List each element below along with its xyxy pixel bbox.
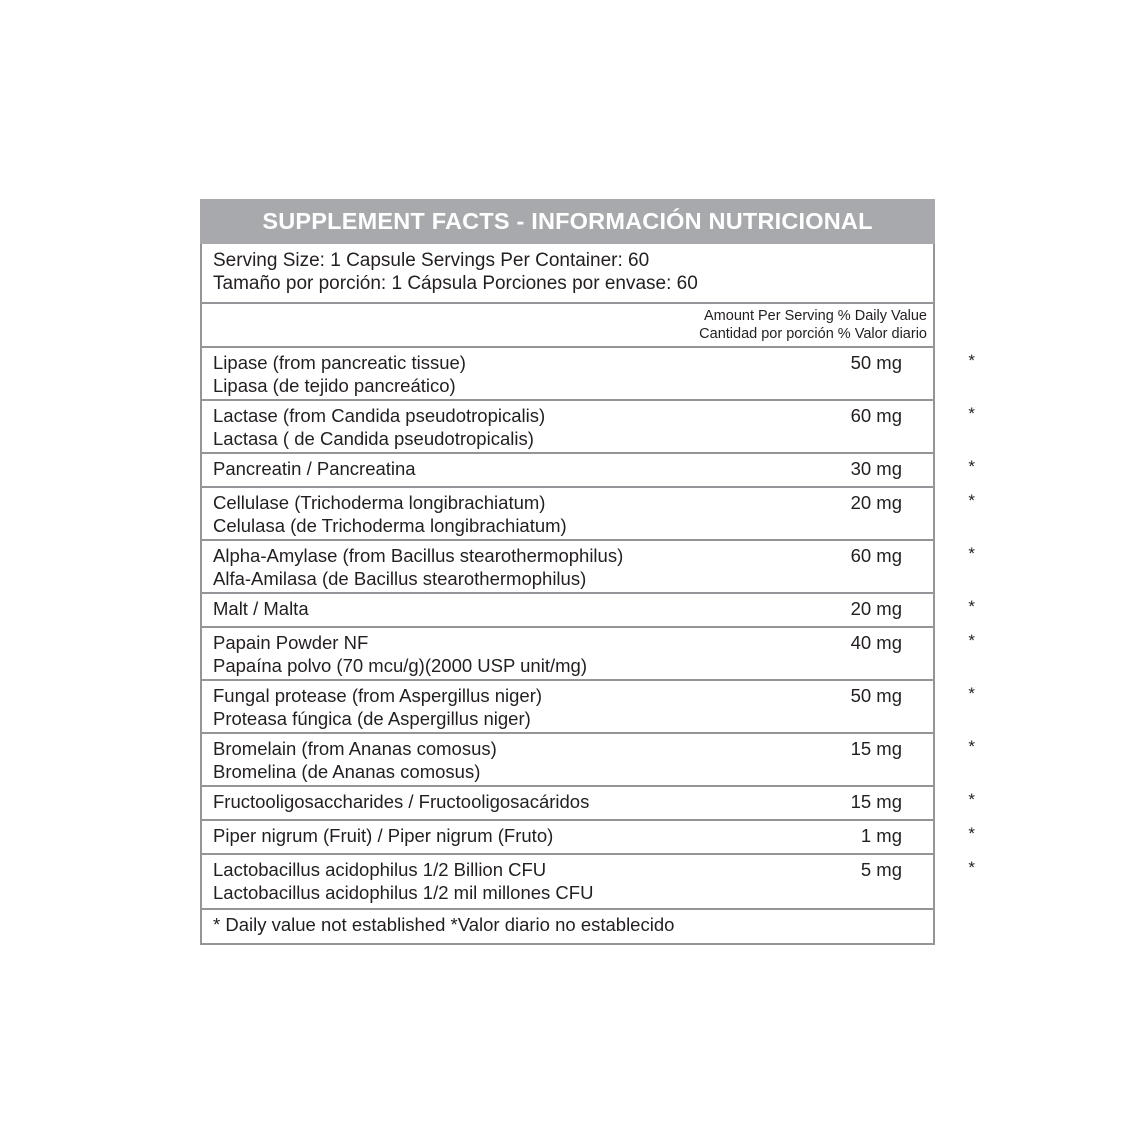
ingredient-row	[202, 348, 975, 401]
ingredient-name-english: Fungal protease (from Aspergillus niger)	[213, 684, 543, 706]
ingredient-name-spanish: Alfa-Amilasa (de Bacillus stearothermophilus)	[213, 567, 587, 589]
ingredient-row	[202, 787, 975, 821]
ingredient-name-english: Fructooligosaccharides / Fructooligosacáridos	[213, 790, 590, 812]
ingredient-name-english: Papain Powder NF	[213, 631, 369, 653]
ingredient-row	[202, 401, 975, 454]
ingredient-table	[200, 348, 975, 910]
ingredient-amount: 50 mg	[850, 684, 902, 706]
ingredient-row	[202, 681, 975, 734]
column-header-spanish: Cantidad por porción % Valor diario	[699, 325, 927, 342]
ingredient-name-english: Malt / Malta	[213, 597, 309, 619]
ingredient-name-english: Cellulase (Trichoderma longibrachiatum)	[213, 491, 546, 513]
ingredient-amount: 40 mg	[850, 631, 902, 653]
ingredient-row	[202, 454, 975, 488]
ingredient-daily-value: *	[968, 857, 975, 877]
ingredient-row	[202, 541, 975, 594]
ingredient-name-spanish: Lipasa (de tejido pancreático)	[213, 374, 456, 396]
ingredient-row	[202, 821, 975, 855]
ingredient-daily-value: *	[968, 456, 975, 476]
ingredient-daily-value: *	[968, 596, 975, 616]
ingredient-amount: 15 mg	[850, 790, 902, 812]
ingredient-amount: 20 mg	[850, 491, 902, 513]
ingredient-amount: 60 mg	[850, 404, 902, 426]
ingredient-name-english: Lipase (from pancreatic tissue)	[213, 351, 466, 373]
ingredient-amount: 30 mg	[850, 457, 902, 479]
column-header-english: Amount Per Serving % Daily Value	[704, 307, 927, 324]
ingredient-name-spanish: Celulasa (de Trichoderma longibrachiatum)	[213, 514, 567, 536]
ingredient-name-spanish: Bromelina (de Ananas comosus)	[213, 760, 481, 782]
ingredient-amount: 20 mg	[850, 597, 902, 619]
ingredient-amount: 50 mg	[850, 351, 902, 373]
ingredient-daily-value: *	[968, 543, 975, 563]
serving-size-spanish: Tamaño por porción: 1 Cápsula Porciones por envase: 60	[213, 272, 698, 294]
ingredient-amount: 1 mg	[860, 824, 902, 846]
supplement-facts-title: SUPPLEMENT FACTS - INFORMACIÓN NUTRICIONAL	[200, 199, 935, 244]
ingredient-amount: 60 mg	[850, 544, 902, 566]
ingredient-row	[202, 628, 975, 681]
supplement-facts-panel	[200, 199, 975, 945]
column-header-row	[200, 304, 935, 348]
ingredient-row	[202, 488, 975, 541]
ingredient-name-spanish: Lactasa ( de Candida pseudotropicalis)	[213, 427, 534, 449]
ingredient-amount: 15 mg	[850, 737, 902, 759]
column-header-labels	[699, 308, 927, 344]
ingredient-daily-value: *	[968, 736, 975, 756]
ingredient-name-spanish: Lactobacillus acidophilus 1/2 mil millones CFU	[213, 881, 594, 903]
ingredient-daily-value: *	[968, 490, 975, 510]
ingredient-name-spanish: Proteasa fúngica (de Aspergillus niger)	[213, 707, 531, 729]
ingredient-row	[202, 594, 975, 628]
serving-information-box	[200, 244, 935, 304]
ingredient-name-english: Lactase (from Candida pseudotropicalis)	[213, 404, 546, 426]
ingredient-name-english: Bromelain (from Ananas comosus)	[213, 737, 497, 759]
ingredient-name-english: Pancreatin / Pancreatina	[213, 457, 416, 479]
daily-value-footnote: * Daily value not established *Valor diario no establecido	[200, 910, 935, 945]
ingredient-daily-value: *	[968, 350, 975, 370]
ingredient-daily-value: *	[968, 403, 975, 423]
ingredient-daily-value: *	[968, 823, 975, 843]
ingredient-amount: 5 mg	[860, 858, 902, 880]
ingredient-name-spanish: Papaína polvo (70 mcu/g)(2000 USP unit/mg)	[213, 654, 587, 676]
ingredient-row	[202, 855, 975, 908]
ingredient-name-english: Piper nigrum (Fruit) / Piper nigrum (Fruto)	[213, 824, 554, 846]
ingredient-daily-value: *	[968, 630, 975, 650]
serving-size-english: Serving Size: 1 Capsule Servings Per Container: 60	[213, 249, 650, 271]
ingredient-name-english: Alpha-Amylase (from Bacillus stearothermophilus)	[213, 544, 624, 566]
ingredient-daily-value: *	[968, 683, 975, 703]
ingredient-row	[202, 734, 975, 787]
ingredient-name-english: Lactobacillus acidophilus 1/2 Billion CFU	[213, 858, 547, 880]
ingredient-daily-value: *	[968, 789, 975, 809]
